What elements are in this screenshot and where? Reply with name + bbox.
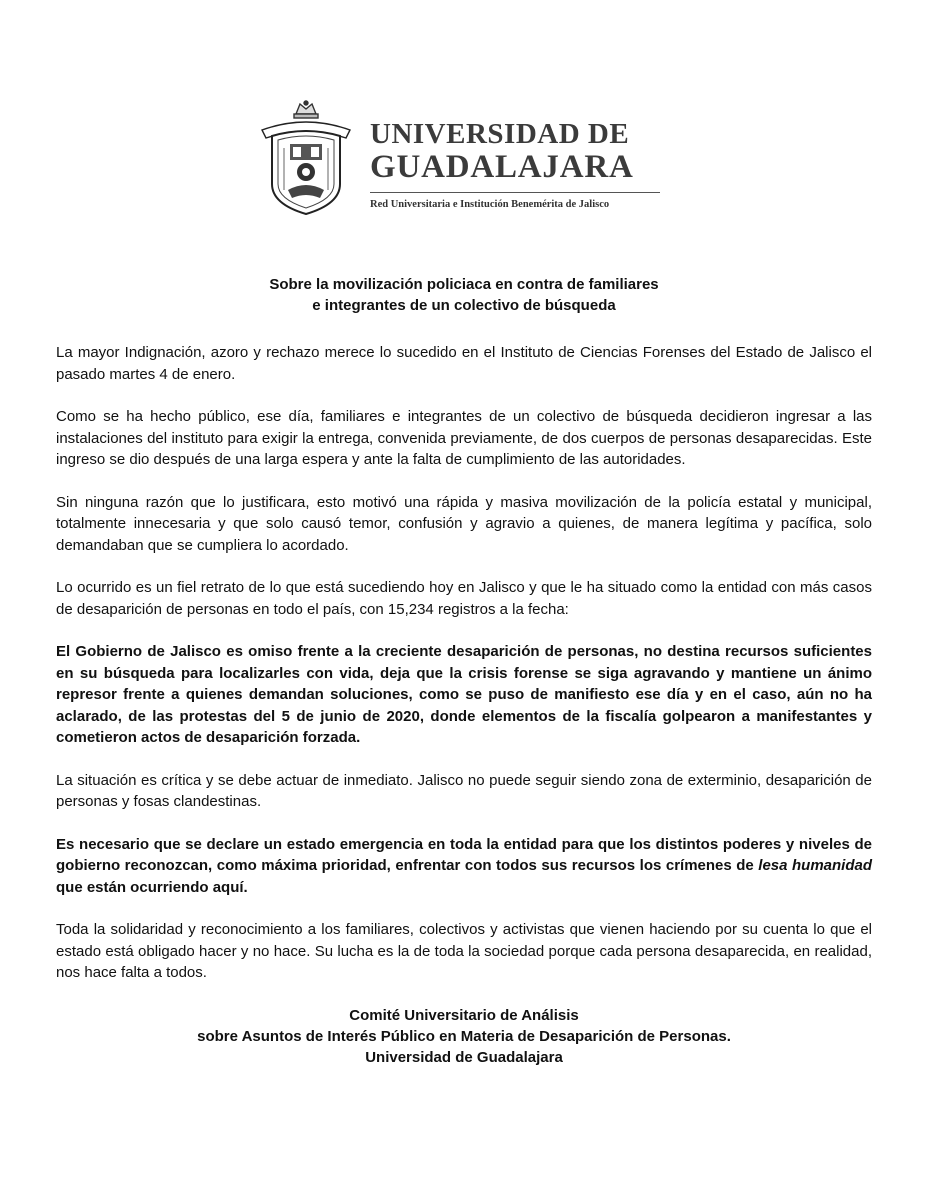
title-line2: e integrantes de un colectivo de búsqueda xyxy=(312,297,616,314)
wordmark-divider xyxy=(370,192,660,193)
university-wordmark xyxy=(370,120,666,210)
signature-line2: sobre Asuntos de Interés Público en Materia de Desaparición de Personas. xyxy=(197,1027,731,1045)
paragraph-7-italic: lesa humanidad xyxy=(758,857,872,874)
signature-block xyxy=(56,1005,872,1068)
signature-line1: Comité Universitario de Análisis xyxy=(349,1006,579,1024)
paragraph-6: La situación es crítica y se debe actuar de inmediato. Jalisco no puede seguir siendo zona de exterminio, desaparición de personas y fosas clandestinas. xyxy=(56,771,872,810)
paragraph-7-end: que están ocurriendo aquí. xyxy=(56,878,248,896)
university-name-line1: UNIVERSIDAD DE xyxy=(370,118,630,150)
letterhead xyxy=(258,100,668,220)
paragraph-8: Toda la solidaridad y reconocimiento a los familiares, colectivos y activistas que vienen haciendo por su cuenta lo que el estado está obligado hacer y no hace. Su lucha es la de toda la sociedad porque cada persona desaparecida, en realidad, nos hace falta a todos. xyxy=(56,921,872,981)
paragraph-7-start: Es necesario que se declare un estado emergencia en toda la entidad para que los distintos poderes y niveles de gobierno reconozcan, como máxima prioridad, enfrentar con todos sus recursos los crímenes de xyxy=(56,835,872,874)
university-seal-icon xyxy=(258,100,354,218)
document-body xyxy=(56,342,872,1068)
paragraph-4: Lo ocurrido es un fiel retrato de lo que está sucediendo hoy en Jalisco y que le ha situado como la entidad con más casos de desaparición de personas en todo el país, con 15,234 registros a la fecha: xyxy=(56,579,872,618)
paragraph-1: La mayor Indignación, azoro y rechazo merece lo sucedido en el Instituto de Ciencias Forenses del Estado de Jalisco el pasado martes 4 de enero. xyxy=(56,344,872,383)
paragraph-5: El Gobierno de Jalisco es omiso frente a la creciente desaparición de personas, no destina recursos suficientes en su búsqueda para localizarles con vida, deja que la crisis forense se siga agravando y mantiene un ánimo represor frente a quienes demandan soluciones, como se puso de manifiesto ese día y en el caso, aún no ha aclarado, de las protestas del 5 de junio de 2020, donde elementos de la fiscalía golpearon a manifestantes y cometieron actos de desaparición forzada. xyxy=(56,643,872,746)
paragraph-2: Como se ha hecho público, ese día, familiares e integrantes de un colectivo de búsqueda decidieron ingresar a las instalaciones del instituto para exigir la entrega, convenida previamente, de dos cuerpos de personas desaparecidas. Este ingreso se dio después de una larga espera y ante la falta de cumplimiento de las autoridades. xyxy=(56,408,872,468)
paragraph-3: Sin ninguna razón que lo justificara, esto motivó una rápida y masiva movilización de la policía estatal y municipal, totalmente innecesaria y que solo causó temor, confusión y agravio a quienes, de manera legítima y pacífica, solo demandaban que se cumpliera lo acordado. xyxy=(56,493,872,554)
document-title xyxy=(56,274,872,316)
university-tagline: Red Universitaria e Institución Benemérita de Jalisco xyxy=(370,199,610,210)
paragraph-7 xyxy=(56,834,872,899)
title-line1: Sobre la movilización policiaca en contra de familiares xyxy=(269,276,659,293)
signature-line3: Universidad de Guadalajara xyxy=(365,1048,563,1066)
university-name-line2: GUADALAJARA xyxy=(370,149,634,185)
